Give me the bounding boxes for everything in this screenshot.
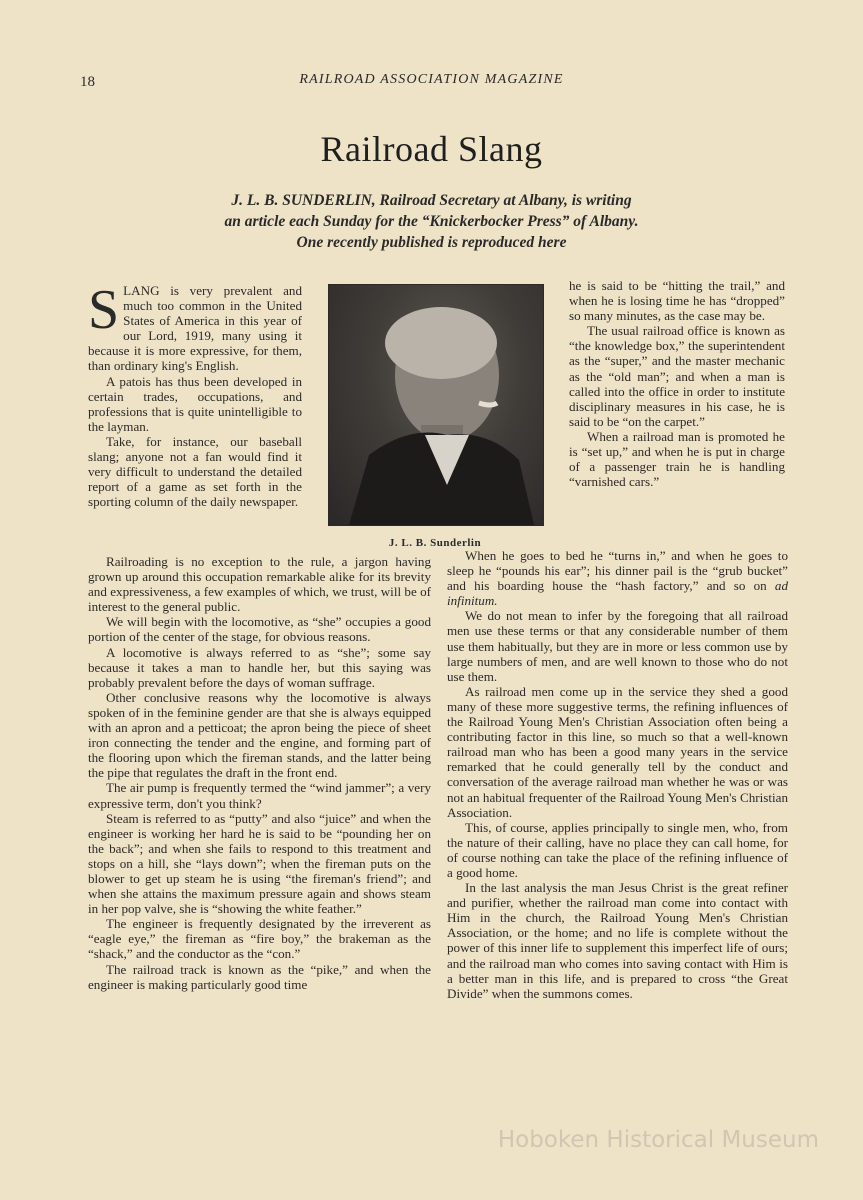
article-subtitle (170, 190, 693, 253)
article-title: Railroad Slang (320, 129, 543, 169)
paragraph: As railroad men come up in the service they shed a good many of these more suggestive terms, the refining influences of the Railroad Young Men's Christian Association often being a contributing factor in this line, so much so that a well-known railroad man who has been a good many years in the service remarked that he could generally tell by the conduct and conversation of the average railroad man whether he was or was not an habitual frequenter of the Railroad Young Men's Christian Association. (447, 683, 788, 820)
paragraph: This, of course, applies principally to single men, who, from the nature of their calling, have no place they can call home, for of course nothing can take the place of the refining influence of a good home. (447, 819, 788, 880)
museum-watermark: Hoboken Historical Museum (497, 1127, 819, 1153)
paragraph: The air pump is frequently termed the “wind jammer”; a very expressive term, don't you think? (88, 780, 431, 811)
subtitle-line: J. L. B. SUNDERLIN, Railroad Secretary at Albany, is writing (231, 192, 632, 209)
paragraph: We do not mean to infer by the foregoing that all railroad men use these terms or that any considerable number of them use them habitually, but they are in more or less common use by large numbers of men, and are well known to those who do not use them. (447, 608, 788, 684)
paragraph: Other conclusive reasons why the locomotive is always spoken of in the feminine gender are that she is always equipped with an apron and a petticoat; the apron being the piece of sheet iron connecting the tender and the engine, and forming part of the flooring upon which the fireman stands, and the latter being the pipe that regulates the draft in the front end. (88, 689, 431, 781)
paragraph (447, 548, 788, 608)
column-left-top (88, 279, 302, 510)
paragraph: When a railroad man is promoted he is “set up,” and when he is put in charge of a passenger train he is handling “varnished cars.” (569, 428, 785, 490)
column-right-bottom (447, 548, 788, 1001)
paragraph: Steam is referred to as “putty” and also “juice” and when the engineer is working her hard he is said to be “pounding her on the back”; and when she fails to respond to this treatment and stops on a hill, she “lays down”; when the fireman puts on the blower to get up steam he is using “the fireman's friend”; and when she attains the maximum pressure again and shows steam in her pop valve, she is “showing the white feather.” (88, 810, 431, 917)
paragraph (88, 279, 302, 374)
paragraph: The railroad track is known as the “pike,” and when the engineer is making particularly good time (88, 961, 431, 992)
subtitle-line: an article each Sunday for the “Knickerbocker Press” of Albany. (224, 213, 639, 230)
column-right-top (569, 278, 785, 489)
paragraph: We will begin with the locomotive, as “she” occupies a good portion of the center of the stage, for obvious reasons. (88, 614, 431, 645)
author-photo (328, 284, 544, 526)
paragraph-text: When he goes to bed he “turns in,” and when he goes to sleep he “pounds his ear”; his dinner pail is the “grub bucket” and his boarding house the “hash factory,” and so on (447, 548, 788, 594)
paragraph: A patois has thus been developed in certain trades, occupations, and professions that is quite unintelligible to the layman. (88, 373, 302, 434)
paragraph: The engineer is frequently designated by the irreverent as “eagle eye,” the fireman as “fire boy,” the brakeman as the “shack,” and the conductor as the “con.” (88, 916, 431, 962)
portrait-illustration (329, 285, 543, 525)
paragraph: In the last analysis the man Jesus Christ is the great refiner and purifier, whether the railroad man come into contact with Him in the church, the Railroad Young Men's Christian Association, or the home; and no life is complete without the power of this inner life to supplement this imperfect life of ours; and the railroad man who comes into saving contact with Him is a better man in this life, and is prepared to cross “the Great Divide” when the summons comes. (447, 880, 788, 1001)
paragraph: The usual railroad office is known as “the knowledge box,” the superintendent as the “super,” and the master mechanic as the “old man”; and when a man is called into the office in order to institute disciplinary measures in his case, he is said to be “on the carpet.” (569, 323, 785, 429)
paragraph-text: LANG is very prevalent and much too common in the United States of America in this year of our Lord, 1919, many using it because it is more expressive, for them, than ordinary king's English. (88, 283, 302, 374)
drop-cap: S (88, 279, 120, 341)
paragraph: Railroading is no exception to the rule, a jargon having grown up around this occupation remarkable alike for its brevity and expressiveness, a few examples of which, we trust, will be of interest to the general public. (88, 554, 431, 615)
page-number: 18 (80, 74, 95, 90)
column-left-bottom (88, 554, 431, 992)
paragraph: Take, for instance, our baseball slang; anyone not a fan would find it very difficult to understand the detailed report of a game as set forth in the sporting column of the daily newspaper. (88, 433, 302, 510)
photo-caption: J. L. B. Sunderlin (388, 537, 482, 549)
running-head: RAILROAD ASSOCIATION MAGAZINE (299, 72, 564, 87)
latin-phrase: ad infinitum. (447, 578, 788, 609)
paragraph: A locomotive is always referred to as “she”; some say because it takes a man to handle her, but this saying was probably prevalent before the days of woman suffrage. (88, 644, 431, 690)
subtitle-line: One recently published is reproduced here (296, 234, 567, 251)
paragraph: he is said to be “hitting the trail,” and when he is losing time he has “dropped” so many minutes, as the case may be. (569, 278, 785, 324)
